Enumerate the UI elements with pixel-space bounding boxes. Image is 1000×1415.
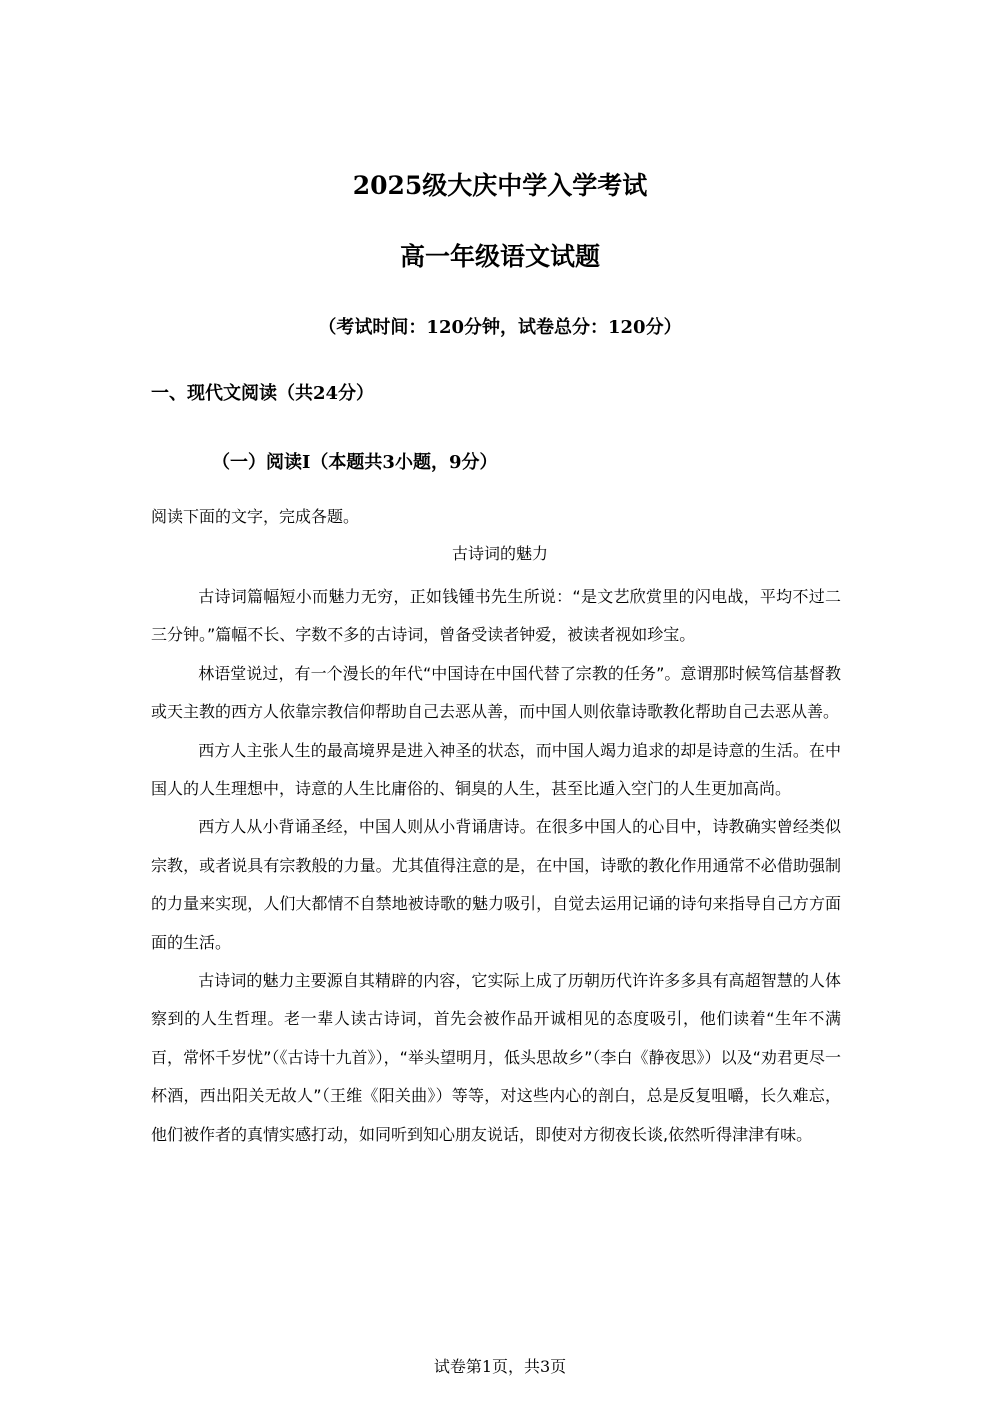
article-paragraph: 古诗词篇幅短小而魅力无穷，正如钱锺书先生所说：“是文艺欣赏里的闪电战，平均不过二三分钟。”篇幅不长、字数不多的古诗词，曾备受读者钟爱，被读者视如珍宝。 <box>151 587 841 645</box>
article-paragraph: 古诗词的魅力主要源自其精辟的内容，它实际上成了历朝历代许许多多具有高超智慧的人体察到的人生哲理。老一辈人读古诗词，首先会被作品开诚相见的态度吸引，他们读着“生年不满百，常怀千岁忧”（《古诗十九首》），“举头望明月，低头思故乡”（李白《静夜思》）以及“劝君更尽一杯酒，西出阳关无故人”（王维《阳关曲》）等等，对这些内心的剖白，总是反复咀嚼，长久难忘，他们被作者的真情实感打动，如同听到知心朋友说话，即使对方彻夜长谈,依然听得津津有味。 <box>151 971 841 1144</box>
exam-title: 2025级大庆中学入学考试 <box>352 171 648 200</box>
page-footer: 试卷第1页，共3页 <box>433 1357 567 1376</box>
sub-heading: （一）阅读I（本题共3小题，9分） <box>212 452 498 473</box>
article-paragraph: 西方人主张人生的最高境界是进入神圣的状态，而中国人竭力追求的却是诗意的生活。在中国人的人生理想中，诗意的人生比庸俗的、铜臭的人生，甚至比遁入空门的人生更加高尚。 <box>151 740 841 799</box>
article-body <box>151 578 841 1154</box>
reading-instruction: 阅读下面的文字，完成各题。 <box>151 507 360 526</box>
exam-subtitle: 高一年级语文试题 <box>399 242 600 271</box>
exam-info: （考试时间：120分钟，试卷总分：120分） <box>318 317 682 338</box>
article-title: 古诗词的魅力 <box>451 544 548 563</box>
section-heading: 一、现代文阅读（共24分） <box>151 383 375 404</box>
article-paragraph: 西方人从小背诵圣经，中国人则从小背诵唐诗。在很多中国人的心目中，诗教确实曾经类似宗教，或者说具有宗教般的力量。尤其值得注意的是，在中国，诗歌的教化作用通常不必借助强制的力量来实现，人们大都情不自禁地被诗歌的魅力吸引，自觉去运用记诵的诗句来指导自己方方面面的生活。 <box>151 817 841 952</box>
article-paragraph: 林语堂说过，有一个漫长的年代“中国诗在中国代替了宗教的任务”。意谓那时候笃信基督教或天主教的西方人依靠宗教信仰帮助自己去恶从善，而中国人则依靠诗歌教化帮助自己去恶从善。 <box>151 663 841 722</box>
